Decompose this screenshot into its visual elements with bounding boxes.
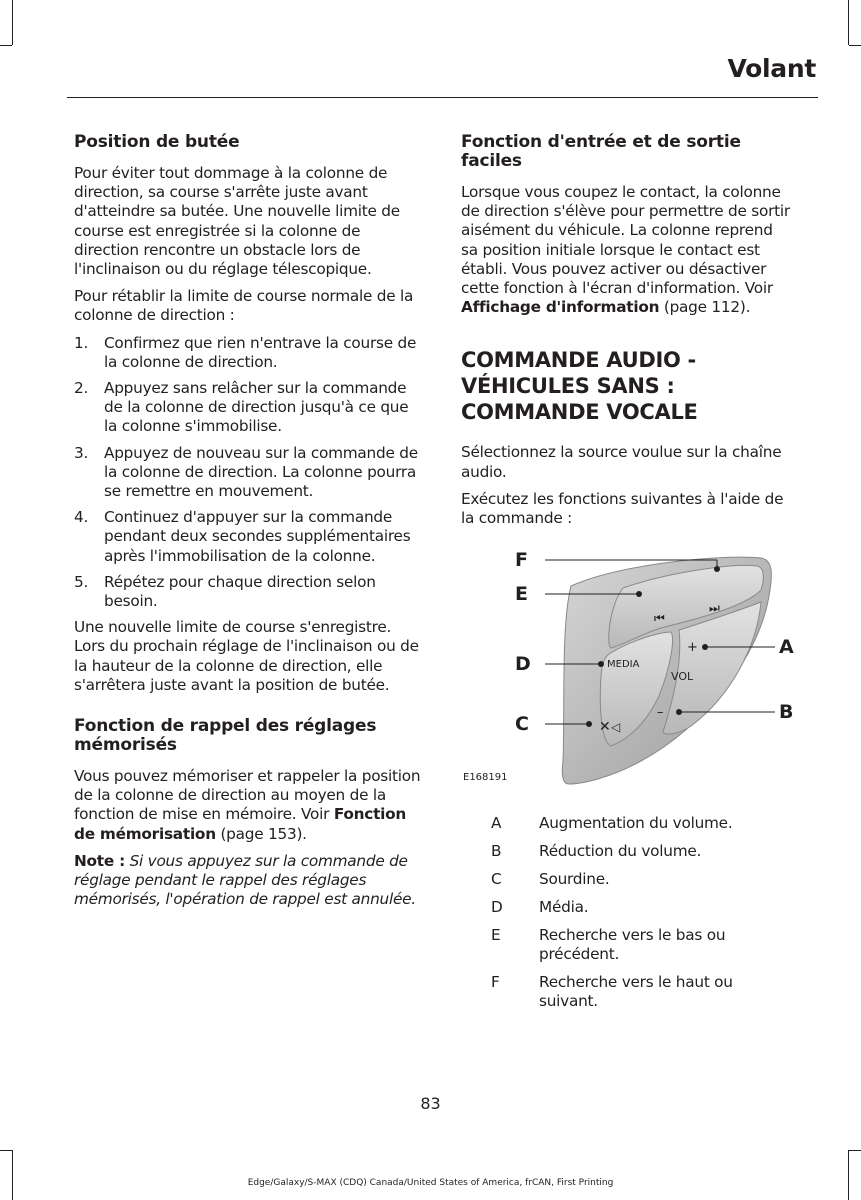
crop-mark <box>849 45 861 46</box>
legend-row <box>491 973 791 1011</box>
legend-row <box>491 898 791 917</box>
page-reference: (page 153). <box>215 824 307 843</box>
figure-id: E168191 <box>463 772 508 784</box>
legend-text: Sourdine. <box>539 870 610 889</box>
paragraph-text: Lorsque vous coupez le contact, la colonne de direction s'élève pour permettre de sortir aisément du véhicule. La colonne reprend sa position initiale lorsque le contact est établi. Vous pouvez activer ou désactiver cette fonction à l'écran d'information. Voir <box>461 183 790 298</box>
step-text: Appuyez de nouveau sur la commande de la colonne de direction. La colonne pourra se remettre en mouvement. <box>104 443 418 501</box>
paragraph: Une nouvelle limite de course s'enregistre. Lors du prochain réglage de l'inclinaison ou de la hauteur de la colonne de direction, elle s'arrêtera juste avant la position de butée. <box>74 618 419 694</box>
media-label: MEDIA <box>607 659 640 671</box>
steps-list <box>74 334 426 612</box>
title-divider <box>67 97 818 98</box>
crop-mark <box>12 1150 13 1200</box>
leader-dot-e <box>636 591 642 597</box>
list-item <box>74 444 426 502</box>
list-item <box>74 508 426 566</box>
note <box>74 852 426 910</box>
crop-mark <box>12 0 13 45</box>
legend-key: D <box>491 898 503 917</box>
legend-row <box>491 926 791 964</box>
cross-reference-link[interactable]: Fonction de mémorisation <box>74 805 407 843</box>
paragraph: Pour rétablir la limite de course normale de la colonne de direction : <box>74 287 414 325</box>
callout-c: C <box>515 713 529 736</box>
crop-mark <box>849 1150 861 1151</box>
list-item <box>74 334 426 372</box>
leader-dot-d <box>598 661 604 667</box>
page-title: Volant <box>727 54 816 83</box>
heading-entree-sortie: Fonction d'entrée et de sortie faciles <box>461 132 741 171</box>
section-heading <box>461 347 791 425</box>
paragraph: Exécutez les fonctions suivantes à l'aide de la commande : <box>461 489 784 528</box>
leader-dot-a <box>702 644 708 650</box>
legend-key: C <box>491 870 502 889</box>
step-number: 3. <box>74 443 89 462</box>
leader-dot-c <box>586 721 592 727</box>
note-text: Si vous appuyez sur la commande de réglage pendant le rappel des réglages mémorisés, l'opération de rappel est annulée. <box>74 851 416 909</box>
crop-mark <box>848 0 849 45</box>
leader-dot-f <box>714 566 720 572</box>
page-number: 83 <box>420 1094 441 1113</box>
cross-reference-link[interactable]: Affichage d'information <box>461 298 660 317</box>
speaker-icon: ◁ <box>611 720 621 735</box>
mute-icon: ✕ <box>599 719 611 736</box>
callout-f: F <box>515 549 528 572</box>
paragraph <box>74 767 426 844</box>
step-text: Confirmez que rien n'entrave la course de la colonne de direction. <box>104 333 417 371</box>
heading-rappel-reglages: Fonction de rappel des réglages mémorisés <box>74 716 377 756</box>
callout-b: B <box>779 701 794 724</box>
callout-d: D <box>515 653 531 676</box>
legend-key: A <box>491 814 502 833</box>
paragraph <box>461 183 791 317</box>
audio-control-figure <box>461 546 794 786</box>
page-reference: (page 112). <box>659 298 751 317</box>
seek-up-icon: ⏭ <box>709 601 720 616</box>
step-text: Appuyez sans relâcher sur la commande de la colonne de direction jusqu'à ce que la colonne s'immobilise. <box>104 379 409 436</box>
crop-mark <box>0 1150 12 1151</box>
step-number: 2. <box>74 379 89 398</box>
seek-down-icon: ⏮ <box>654 611 665 626</box>
legend-text: Recherche vers le haut ou suivant. <box>539 973 733 1011</box>
legend-key: B <box>491 842 502 861</box>
legend-text: Recherche vers le bas ou précédent. <box>539 926 726 964</box>
plus-label: + <box>687 640 698 656</box>
legend-row <box>491 814 791 833</box>
callout-a: A <box>779 636 794 659</box>
legend-text: Augmentation du volume. <box>539 814 733 833</box>
paragraph: Sélectionnez la source voulue sur la chaîne audio. <box>461 443 782 481</box>
crop-mark <box>848 1150 849 1200</box>
section-heading-line: VÉHICULES SANS : <box>461 374 675 399</box>
paragraph-text: Vous pouvez mémoriser et rappeler la position de la colonne de direction au moyen de la fonction de mise en mémoire. Voir <box>74 767 421 824</box>
list-item <box>74 573 426 611</box>
figure-legend <box>491 814 791 1011</box>
callout-e: E <box>515 583 528 606</box>
section-heading-line: COMMANDE AUDIO - <box>461 348 696 373</box>
minus-label: – <box>657 705 664 721</box>
legend-text: Réduction du volume. <box>539 842 702 861</box>
note-label: Note : <box>74 851 125 870</box>
step-text: Continuez d'appuyer sur la commande pendant deux secondes supplémentaires après l'immobilisation de la colonne. <box>104 508 411 565</box>
left-column <box>74 133 426 918</box>
legend-row <box>491 870 791 889</box>
list-item <box>74 379 426 437</box>
step-text: Répétez pour chaque direction selon besoin. <box>104 572 376 611</box>
legend-text: Média. <box>539 898 589 917</box>
step-number: 5. <box>74 572 89 591</box>
paragraph: Pour éviter tout dommage à la colonne de direction, sa course s'arrête juste avant d'atteindre sa butée. Une nouvelle limite de course est enregistrée si la colonne de direction rencontre un obstacle lors de l'inclinaison ou du réglage télescopique. <box>74 164 400 279</box>
vol-label: VOL <box>671 670 694 684</box>
step-number: 1. <box>74 333 89 352</box>
crop-mark <box>0 45 12 46</box>
legend-key: E <box>491 926 501 945</box>
legend-key: F <box>491 973 500 992</box>
audio-control-illustration <box>461 546 794 786</box>
heading-position-butee: Position de butée <box>74 132 240 152</box>
step-number: 4. <box>74 508 89 527</box>
legend-row <box>491 842 791 861</box>
leader-dot-b <box>676 709 682 715</box>
section-heading-line: COMMANDE VOCALE <box>461 400 698 425</box>
footer-note: Edge/Galaxy/S-MAX (CDQ) Canada/United States of America, frCAN, First Printing <box>247 1178 614 1188</box>
right-column <box>461 132 794 1020</box>
